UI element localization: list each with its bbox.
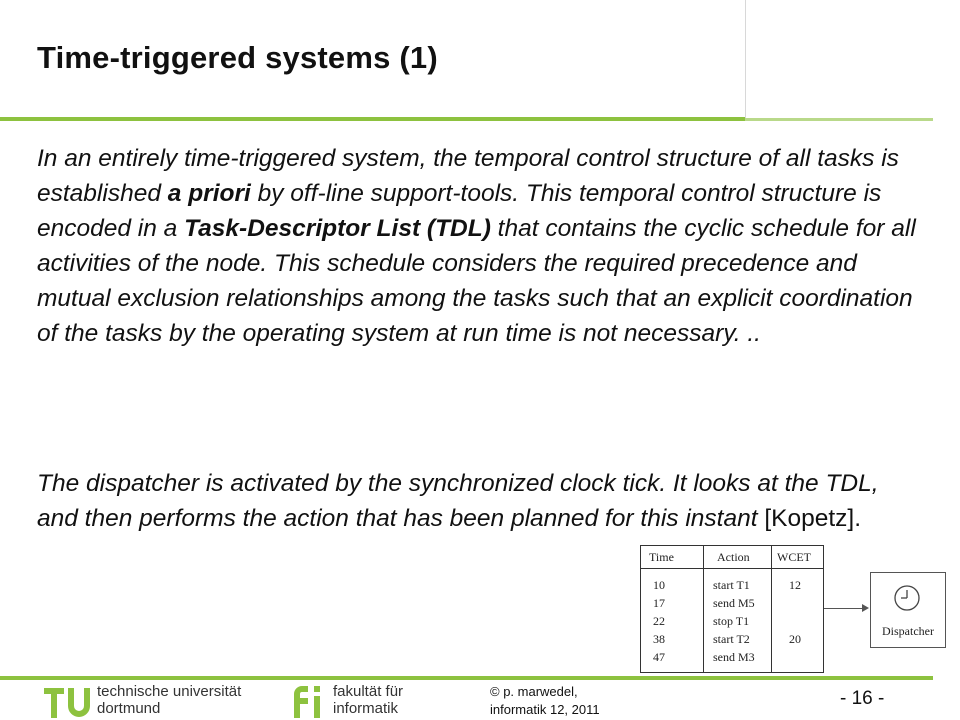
page-number: - 16 - xyxy=(840,688,885,709)
table-column-divider xyxy=(703,546,704,672)
table-cell-time: 10 xyxy=(653,578,665,592)
paragraph-2-period: . xyxy=(854,505,862,532)
title-rule xyxy=(0,117,745,121)
footer-rule xyxy=(0,676,933,680)
copyright-line-1: © p. marwedel, xyxy=(490,684,578,699)
table-cell-action: start T2 xyxy=(713,632,750,646)
tu-name-line-1: technische universität xyxy=(97,683,242,700)
table-cell-time: 38 xyxy=(653,632,665,646)
table-cell-time: 17 xyxy=(653,596,665,610)
table-header-divider xyxy=(641,568,823,569)
arrow-head-icon xyxy=(862,604,869,612)
page-title: Time-triggered systems (1) xyxy=(37,40,438,75)
tu-logo-icon xyxy=(44,684,90,718)
paragraph-1-bold-tdl: Task-Descriptor List (TDL) xyxy=(184,215,491,242)
dispatcher-label: Dispatcher xyxy=(882,624,934,638)
tu-name xyxy=(97,683,241,717)
title-divider xyxy=(745,0,746,118)
fi-name xyxy=(333,683,403,717)
table-header-time: Time xyxy=(649,550,674,564)
paragraph-1-text-a: In an entirely time-triggered system, the temporal control structure of all tasks is established xyxy=(37,145,899,207)
table-header-wcet: WCET xyxy=(777,550,811,564)
title-rule-right xyxy=(745,118,933,121)
paragraph-1-bold-a-priori: a priori xyxy=(167,180,251,207)
table-cell-action: start T1 xyxy=(713,578,750,592)
table-cell-time: 47 xyxy=(653,650,665,664)
table-cell-action: send M5 xyxy=(713,596,755,610)
fi-name-line-1: fakultät für xyxy=(333,683,404,700)
fi-name-line-2: informatik xyxy=(333,700,399,717)
paragraph-1 xyxy=(37,141,917,351)
paragraph-2 xyxy=(37,466,917,536)
paragraph-1-text-b: by off-line support-tools. This temporal control structure is encoded in a xyxy=(37,180,882,242)
schedule-table xyxy=(640,545,824,673)
clock-icon xyxy=(893,584,921,612)
table-cell-action: send M3 xyxy=(713,650,755,664)
arrow-right-icon xyxy=(824,608,864,609)
paragraph-2-reference: [Kopetz] xyxy=(764,505,855,532)
table-cell-action: stop T1 xyxy=(713,614,750,628)
copyright-line-2: informatik 12, 2011 xyxy=(490,702,600,717)
table-cell-wcet: 20 xyxy=(789,632,801,646)
paragraph-1-text-c: that contains the cyclic schedule for all activities of the node. This schedule considers the required precedence and mutual exclusion relationships among the tasks such that an explicit coordination of the tasks by the operating system at run time is not necessary. .. xyxy=(37,215,916,347)
table-cell-time: 22 xyxy=(653,614,665,628)
tu-name-line-2: dortmund xyxy=(97,700,161,717)
paragraph-2-text: The dispatcher is activated by the synchronized clock tick. It looks at the TDL, and then performs the action that has been planned for this instant xyxy=(37,470,879,532)
table-header-action: Action xyxy=(717,550,750,564)
table-column-divider xyxy=(771,546,772,672)
table-cell-wcet: 12 xyxy=(789,578,801,592)
copyright-notice xyxy=(490,683,600,719)
fi-logo-icon xyxy=(290,684,326,718)
